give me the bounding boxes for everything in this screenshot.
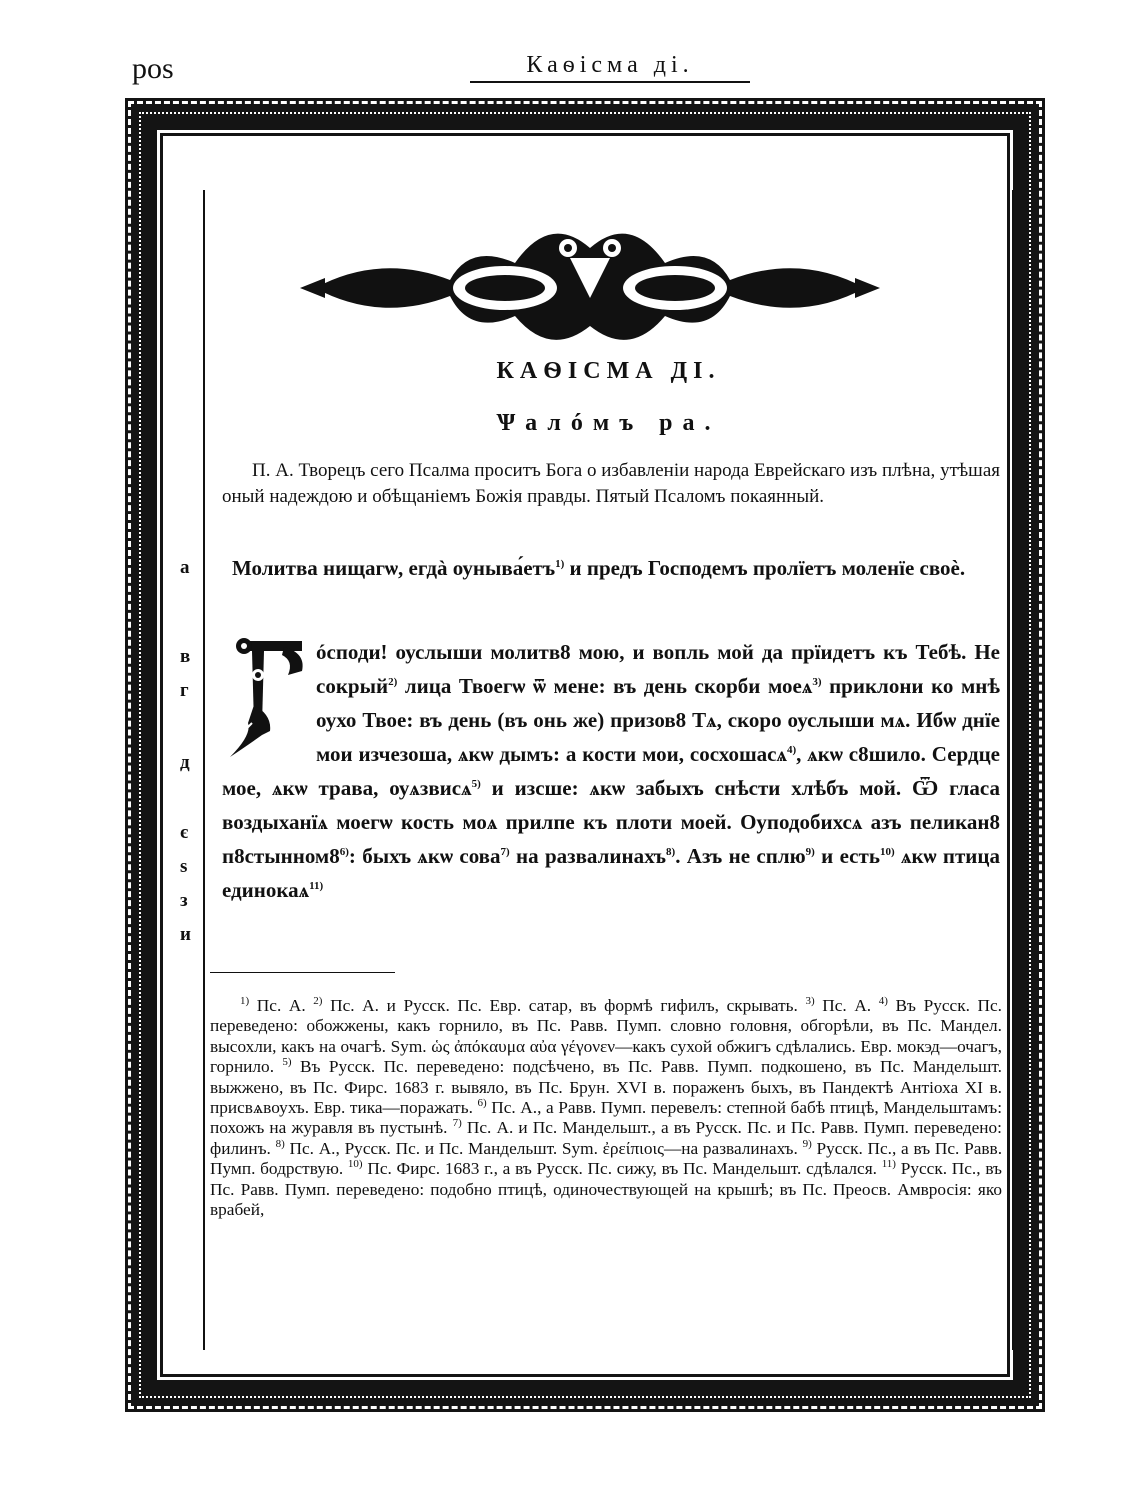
footnote-text: Пс. А. и Русск. Пс. Евр. сатар, въ формѣ гифилъ, скрывать.	[322, 996, 806, 1015]
psalm-verse-text: лица Твоегѡ ѿ мене: въ день скорби моеѧ	[397, 674, 813, 698]
footnote-ref: 11)	[309, 880, 324, 892]
footnote-ref: 8)	[666, 846, 676, 858]
footnote-marker: 3)	[805, 995, 815, 1008]
footnote-ref: 3)	[812, 676, 822, 688]
psalm-verse-text: на развалинахъ	[509, 844, 667, 868]
footnote-marker: 11)	[881, 1158, 896, 1171]
superscription-text: Молитва нищагѡ, егдà оуныва́етъ	[232, 556, 556, 580]
psalm-title: Ѱалóмъ ра.	[496, 410, 721, 436]
footnote-marker: 4)	[878, 995, 888, 1008]
psalm-text	[222, 635, 1000, 907]
footnote-marker: 10)	[347, 1158, 363, 1171]
verse-number: ѕ	[180, 856, 188, 877]
drop-cap-initial-g	[222, 635, 308, 763]
psalm-introduction: П. А. Творецъ сего Псалма проситъ Бога о избавленіи народа Еврейскаго изъ плѣна, утѣшая оный надеждою и обѣщаніемъ Божія правды. Пятый Псаломъ покаянный.	[222, 460, 1000, 507]
psalm-verse-text: приклони ко мнѣ оухо Твое: въ день (въ онь же) призов8 Тѧ, скоро оуслыши мѧ. Ибѡ днїе мои изчезоша, ѧкѡ дымъ: а кости мои, сосхошасѧ	[316, 674, 1000, 766]
footnote-text: Русск. Пс., а въ Пс. Равв. Пумп. бодрствую.	[210, 1138, 1003, 1179]
footnote-marker: 9)	[802, 1138, 812, 1151]
verse-number: з	[180, 890, 188, 911]
footnote-ref: 7)	[500, 846, 510, 858]
psalm-verse-text: . Азъ не сплю	[675, 844, 806, 868]
footnote-separator	[210, 972, 395, 973]
footnote-marker: 8)	[275, 1138, 285, 1151]
footnote-ref: 10)	[879, 846, 895, 858]
verse-number: и	[180, 924, 191, 945]
kathisma-title: КАѲІСМА ДІ.	[496, 358, 721, 384]
footnote-ref: 5)	[471, 778, 481, 790]
psalm-verse-text: : быхъ ѧкѡ сова	[348, 844, 501, 868]
footnotes	[210, 996, 1002, 1220]
right-column-rule	[1012, 190, 1014, 1350]
footnote-ref: 4)	[787, 744, 797, 756]
footnote-text: Пс. А.	[249, 996, 314, 1015]
psalm-verse-text: ócподи! оуслыши молитв8 мою, и вопль мой да прїидетъ къ Тебѣ. Не сокрый	[316, 640, 1000, 698]
footnote-text: Пс. А., а Равв. Пумп. перевелъ: степной бабѣ птицѣ, Мандельштамъ: похожъ на журавля въ пустынѣ.	[210, 1098, 1002, 1138]
psalm-verse-text: и есть	[814, 844, 880, 868]
footnote-ref: 2)	[388, 676, 398, 688]
footnote-ref: 6)	[339, 846, 349, 858]
footnote-marker: 5)	[282, 1056, 292, 1069]
verse-number: в	[180, 646, 191, 667]
verse-number: є	[180, 822, 189, 843]
footnote-text: Пс. А., Русск. Пс. и Пс. Мандельшт. Sym. ἐρείπιοις—на развалинахъ.	[284, 1138, 803, 1158]
footnote-marker: 1)	[240, 995, 250, 1008]
verse-number: д	[180, 752, 190, 773]
footnote-ref: 9)	[805, 846, 815, 858]
footnote-marker: 6)	[477, 1097, 487, 1110]
psalm-superscription	[222, 552, 1000, 585]
footnote-text: Пс. А. и Пс. Мандельшт., а въ Русск. Пс. и Пс. Равв. Пумп. переведено: филинъ.	[210, 1118, 1002, 1158]
psalm-verse-text: ѧкѡ птица единокаѧ	[222, 844, 1000, 902]
psalm-verse-text: , ѧкѡ с8шило. Сердце мое, ѧкѡ трава, оуѧзвисѧ	[222, 742, 1000, 800]
verse-number: г	[180, 680, 189, 701]
footnote-ref: 1)	[555, 558, 565, 570]
running-head: Каѳісма ді.	[470, 52, 750, 83]
superscription-text: и предъ Господемъ пролїетъ моленїе своѐ.	[564, 556, 966, 580]
footnote-text: Пс. Фирс. 1683 г., а въ Русск. Пс. сижу, въ Пс. Мандельшт. сдѣлался.	[362, 1159, 882, 1179]
footnote-text: Въ Русск. Пс. переведено: обожжены, какъ горнило, въ Пс. Равв. Пумп. словно головня, обгорѣли, въ Пс. Мандел. высохли, какъ на очагѣ. Sym. ὡς ἀπόκαυμα αὐα γέγονεν—какъ сухой обжигъ сдѣлались. Евр. мокэд—очагъ, горнило.	[210, 996, 1002, 1077]
page-number: роѕ	[132, 52, 174, 85]
psalm-verse-text: и изсше: ѧкѡ забыхъ снѣсти хлѣбъ мой. Ѿ гласа воздыханїѧ моегѡ кость моѧ прилпе къ плоти моей. Оуподобихсѧ азъ пеликан8 п8стынном8	[222, 776, 1000, 868]
verse-number: а	[180, 557, 190, 578]
footnote-marker: 2)	[313, 995, 323, 1008]
footnote-text: Пс. А.	[814, 996, 879, 1015]
footnote-text: Русск. Пс., въ Пс. Равв. Пумп. переведено: подобно птицѣ, одиночествующей на крышѣ; въ Пс. Преосв. Амвросія: яко врабей,	[210, 1159, 1002, 1220]
footnote-text: Въ Русск. Пс. переведено: подсѣчено, въ Пс. Равв. Пумп. подкошено, въ Пс. Мандельшт. выжжено, въ Пс. Фирс. 1683 г. вывяло, въ Пс. Брун. XVI в. пораженъ быхъ, въ Пандектѣ Антіоха XI в. присвѧвоухъ. Евр. тика—поражать.	[210, 1057, 1002, 1118]
headpiece-ornament	[300, 218, 880, 348]
footnote-marker: 7)	[452, 1117, 462, 1130]
